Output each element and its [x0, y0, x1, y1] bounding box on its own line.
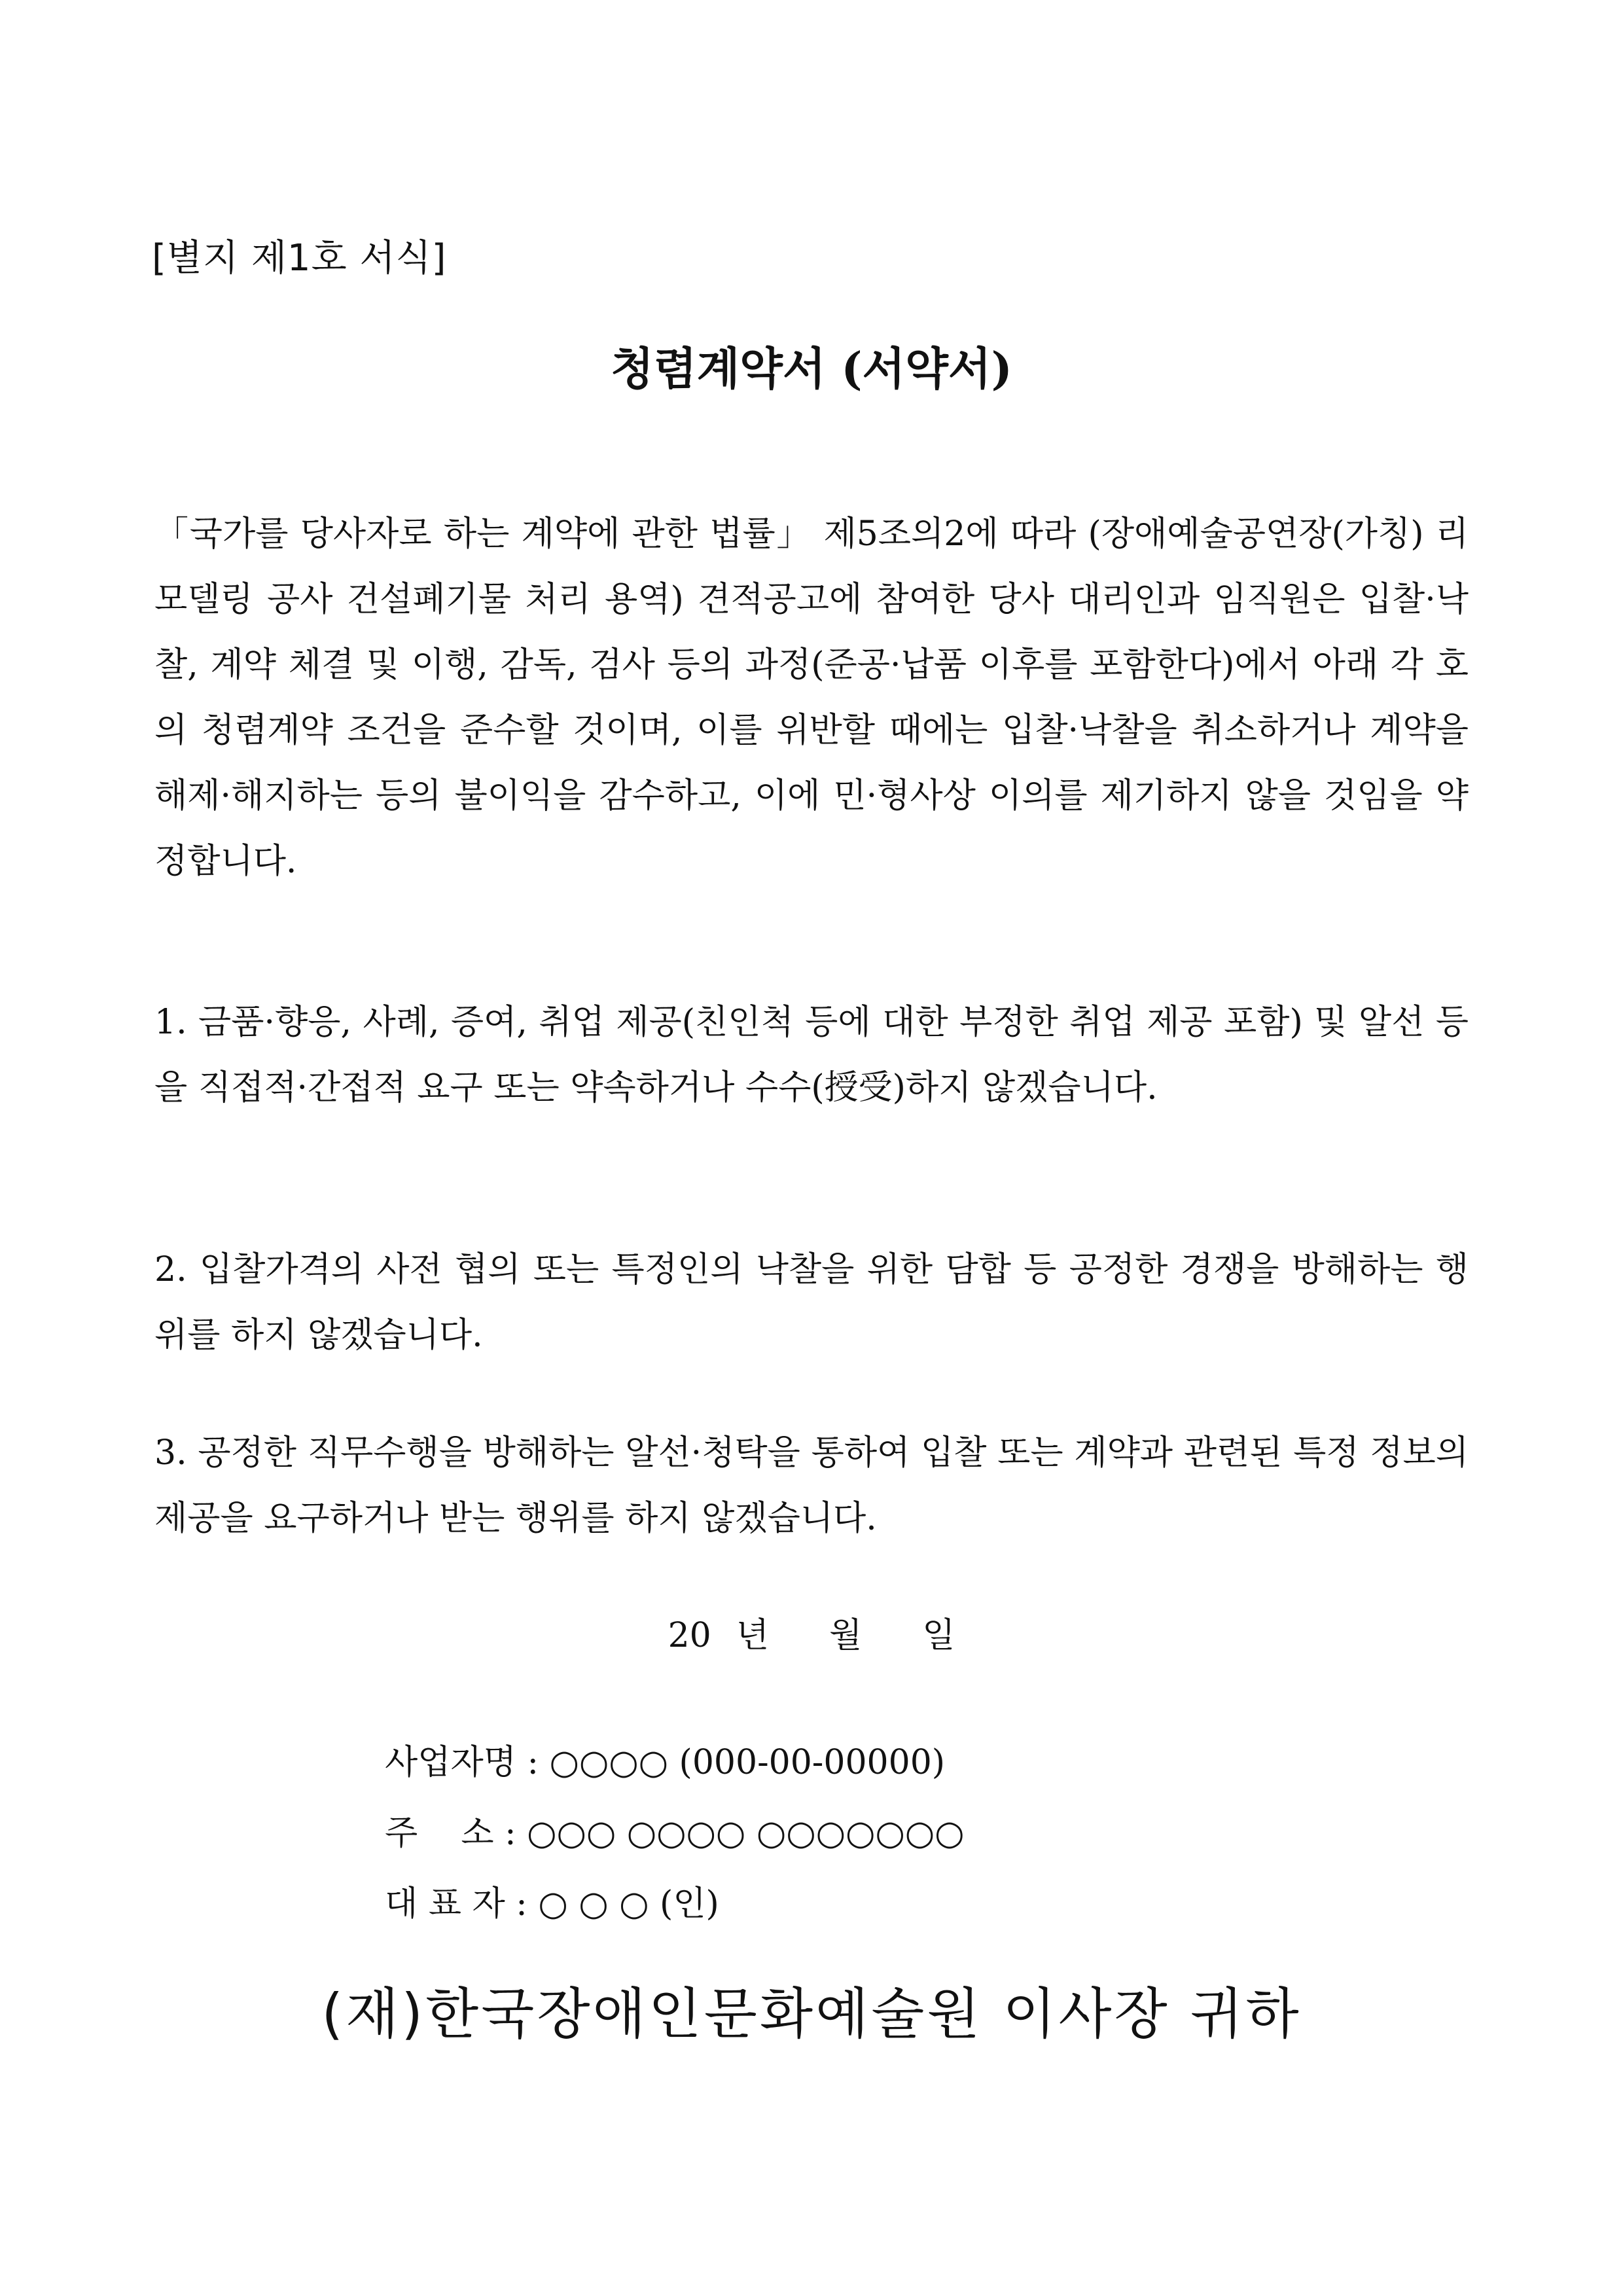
pledge-item-3: 3. 공정한 직무수행을 방해하는 알선·청탁을 통하여 입찰 또는 계약과 관련된 특정 정보의 제공을 요구하거나 받는 행위를 하지 않겠습니다. — [154, 1433, 1469, 1538]
signer-address: 주 소 : ○○○ ○○○○ ○○○○○○○ — [385, 1814, 965, 1853]
date-month-label: 월 — [829, 1616, 863, 1655]
signer-business-name: 사업자명 : ○○○○ (000-00-00000) — [385, 1743, 946, 1782]
intro-paragraph: 「국가를 당사자로 하는 계약에 관한 법률」 제5조의2에 따라 (장애예술공연장(가칭) 리모델링 공사 건설폐기물 처리 용역) 견적공고에 참여한 당사 대리인과 임직원은 입찰·낙찰, 계약 체결 및 이행, 감독, 검사 등의 과정(준공·납품 이후를 포함한다)에서 아래 각 호의 청렴계약 조건을 준수할 것이며, 이를 위반할 때에는 입찰·낙찰을 취소하거나 계약을 해제·해지하는 등의 불이익을 감수하고, 이에 민·형사상 이의를 제기하지 않을 것임을 약정합니다. — [154, 514, 1469, 881]
signer-representative: 대 표 자 : ○ ○ ○ (인) — [385, 1884, 719, 1924]
pledge-item-1: 1. 금품·향응, 사례, 증여, 취업 제공(친인척 등에 대한 부정한 취업 제공 포함) 및 알선 등을 직접적·간접적 요구 또는 약속하거나 수수(授受)하지 않겠습니다. — [154, 1003, 1469, 1107]
date-year-prefix: 20 — [668, 1616, 711, 1655]
form-label: [별지 제1호 서식] — [152, 237, 447, 279]
addressee: (재)한국장애인문화예술원 이사장 귀하 — [321, 1982, 1302, 2046]
document-title: 청렴계약서 (서약서) — [611, 343, 1012, 395]
date-line — [0, 1607, 1623, 1657]
date-day-label: 일 — [922, 1616, 955, 1655]
date-year-label: 년 — [736, 1616, 769, 1655]
pledge-item-2: 2. 입찰가격의 사전 협의 또는 특정인의 낙찰을 위한 담합 등 공정한 경쟁을 방해하는 행위를 하지 않겠습니다. — [154, 1250, 1469, 1355]
